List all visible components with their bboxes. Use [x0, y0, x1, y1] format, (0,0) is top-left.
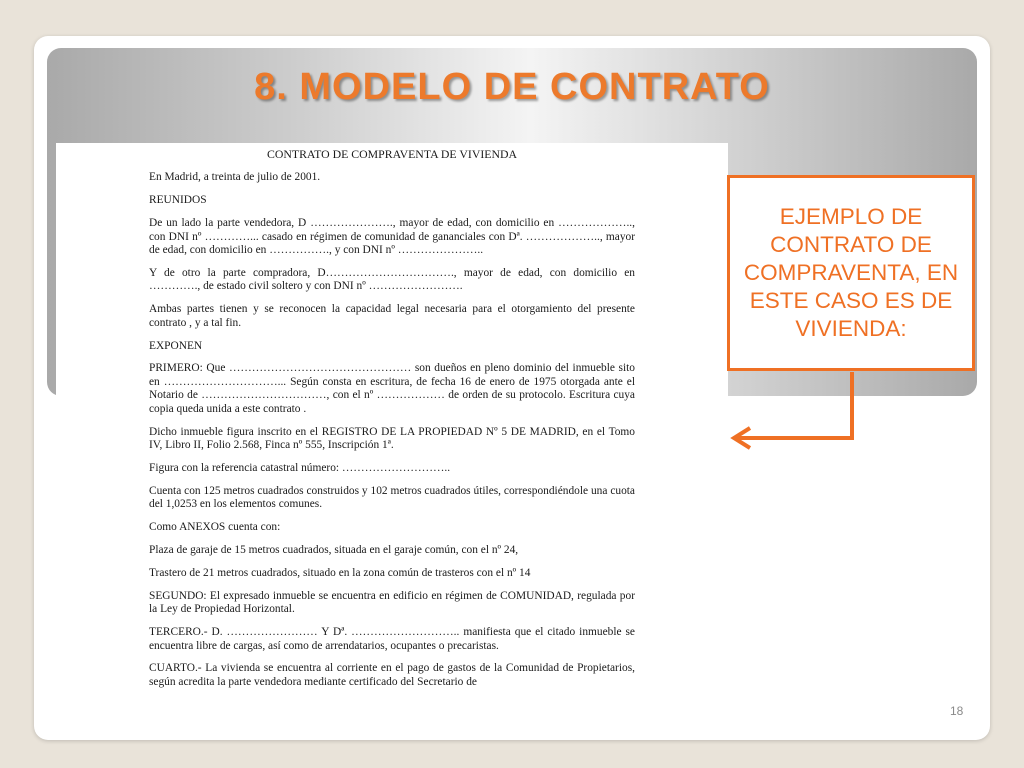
- doc-paragraph-buyer: Y de otro la parte compradora, D……………………………., mayor de edad, con domicilio en …………., de estado civil soltero y con DNI nº …………………….: [149, 266, 635, 293]
- contract-document-image: [56, 143, 728, 737]
- doc-paragraph-tercero: TERCERO.- D. …………………… Y Dª. ……………………….. manifiesta que el citado inmueble se encuentra libre de cargas, así como de arrendatarios, ocupantes o precaristas.: [149, 626, 635, 652]
- doc-heading-reunidos: REUNIDOS: [149, 194, 207, 207]
- doc-paragraph-primero: PRIMERO: Que ………………………………………… son dueños en pleno dominio del inmueble sito en …………………………... Según consta en escritura, de fecha 16 de enero de 1975 otorgada ante el Notario de ……………………………, con el nº ……………… de orden de su protocolo. Escritura cuya copia queda unida a este contrato .: [149, 362, 635, 415]
- doc-paragraph-anexos: Como ANEXOS cuenta con:: [149, 521, 281, 534]
- doc-paragraph-segundo: SEGUNDO: El expresado inmueble se encuentra en edificio en régimen de COMUNIDAD, regulada por la Ley de Propiedad Horizontal.: [149, 589, 635, 616]
- doc-heading-exponen: EXPONEN: [149, 339, 203, 352]
- callout-text: EJEMPLO DE CONTRATO DE COMPRAVENTA, EN ESTE CASO ES DE VIVIENDA:: [743, 204, 959, 341]
- document-title: CONTRATO DE COMPRAVENTA DE VIVIENDA: [266, 147, 518, 161]
- page-number: 18: [950, 704, 964, 718]
- slide-title: 8. MODELO DE CONTRATO: [254, 66, 770, 108]
- doc-paragraph-cuarto: CUARTO.- La vivienda se encuentra al corriente en el pago de gastos de la Comunidad de Propietarios, según acredita la parte vendedora mediante certificado del Secretario de: [149, 662, 635, 688]
- doc-paragraph-metros: Cuenta con 125 metros cuadrados construidos y 102 metros cuadrados útiles, correspondiéndole una cuota del 1,0253 en los elementos comunes.: [149, 484, 635, 511]
- doc-paragraph-capacity: Ambas partes tienen y se reconocen la capacidad legal necesaria para el otorgamiento del presente contrato , y a tal fin.: [149, 303, 635, 329]
- doc-paragraph-trastero: Trastero de 21 metros cuadrados, situado en la zona común de trasteros con el nº 14: [149, 566, 531, 579]
- doc-paragraph-garaje: Plaza de garaje de 15 metros cuadrados, situada en el garaje común, con el nº 24,: [149, 544, 519, 557]
- doc-paragraph-registro: Dicho inmueble figura inscrito en el REGISTRO DE LA PROPIEDAD Nº 5 DE MADRID, en el Tomo IV, Libro II, Folio 2.568, Finca nº 555, Inscripción 1ª.: [149, 425, 635, 451]
- doc-paragraph-catastral: Figura con la referencia catastral número: ………………………..: [149, 461, 451, 474]
- doc-paragraph-seller: De un lado la parte vendedora, D …………………., mayor de edad, con domicilio en ……………….., con DNI nº …………... casado en régimen de comunidad de gananciales con Dª. ……………….., mayor de edad, con domicilio en ……………., y con DNI nº …………………..: [149, 217, 635, 257]
- callout-box: [727, 175, 975, 371]
- doc-paragraph-date: En Madrid, a treinta de julio de 2001.: [149, 171, 321, 184]
- arrow-icon: [724, 370, 864, 450]
